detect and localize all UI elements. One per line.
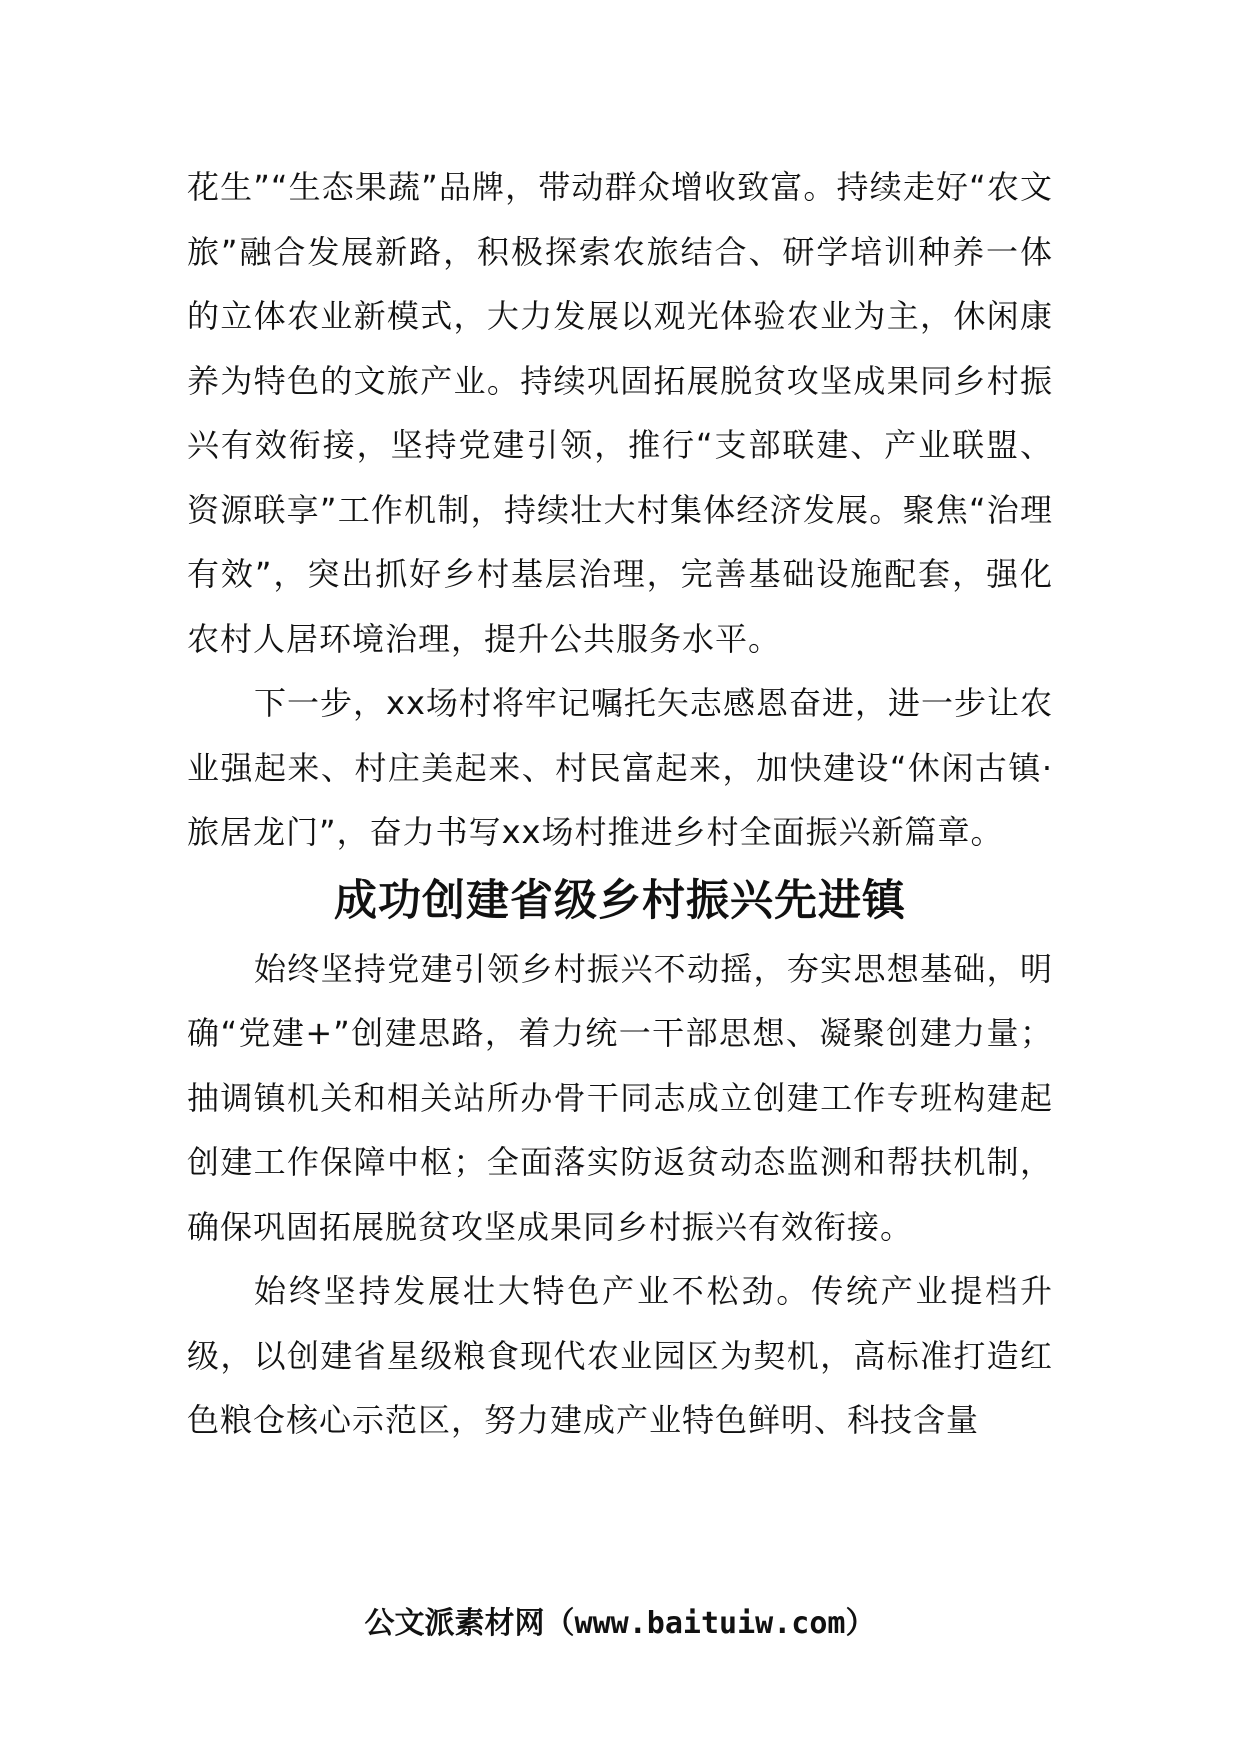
footer-site-name: 公文派素材网 — [364, 1606, 545, 1641]
document-body — [187, 155, 1053, 1453]
paragraph-party-building: 始终坚持党建引领乡村振兴不动摇，夯实思想基础，明确“党建+”创建思路，着力统一干部思想、凝聚创建力量；抽调镇机关和相关站所办骨干同志成立创建工作专班构建起创建工作保障中枢；全面落实防返贫动态监测和帮扶机制，确保巩固拓展脱贫攻坚成果同乡村振兴有效衔接。 — [187, 949, 1053, 1246]
paragraph-continued: 花生”“生态果蔬”品牌，带动群众增收致富。持续走好“农文旅”融合发展新路，积极探索农旅结合、研学培训种养一体的立体农业新模式，大力发展以观光体验农业为主，休闲康养为特色的文旅产业。持续巩固拓展脱贫攻坚成果同乡村振兴有效衔接，坚持党建引领，推行“支部联建、产业联盟、资源联享”工作机制，持续壮大村集体经济发展。聚焦“治理有效”，突出抓好乡村基层治理，完善基础设施配套，强化农村人居环境治理，提升公共服务水平。 — [187, 168, 1053, 658]
page-footer — [0, 1604, 1240, 1644]
section-heading: 成功创建省级乡村振兴先进镇 — [334, 875, 906, 926]
paragraph-industry: 始终坚持发展壮大特色产业不松劲。传统产业提档升级，以创建省星级粮食现代农业园区为契机，高标准打造红色粮仓核心示范区，努力建成产业特色鲜明、科技含量 — [187, 1272, 1053, 1439]
paragraph-next-step: 下一步，xx场村将牢记嘱托矢志感恩奋进，进一步让农业强起来、村庄美起来、村民富起来，加快建设“休闲古镇·旅居龙门”，奋力书写xx场村推进乡村全面振兴新篇章。 — [187, 684, 1053, 851]
footer-url-link[interactable]: （www.baituiw.com） — [544, 1606, 876, 1641]
